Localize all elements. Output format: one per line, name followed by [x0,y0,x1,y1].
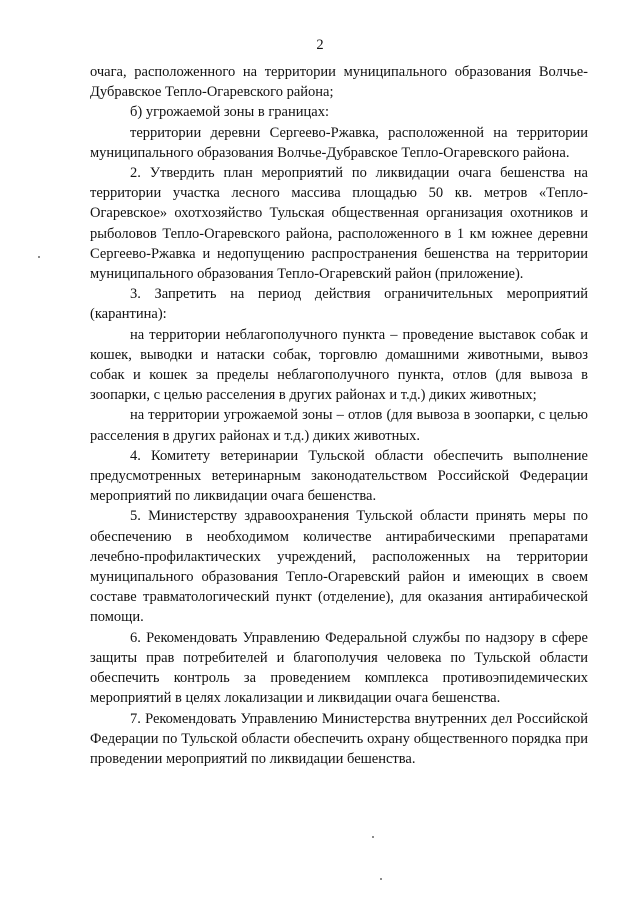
scan-speck [372,836,374,838]
paragraph-item-3-point-1: на территории неблагополучного пункта – проведение выставок собак и кошек, выводки и натаски собак, торговлю домашними животными, вывоз собак и кошек за пределы неблагополучного пункта, отлов (для вывоза в зоопарки, с целью расселения в других районах и т.д.) диких животных; [90,326,588,404]
paragraph-village-territory: территории деревни Сергеево-Ржавка, расположенной на территории муниципального образования Волчье-Дубравское Тепло-Огаревского района. [90,124,588,161]
paragraph-item-4: 4. Комитету ветеринарии Тульской области обеспечить выполнение предусмотренных ветеринарным законодательством Российской Федерации мероприятий по ликвидации очага бешенства. [90,447,588,505]
paragraph-item-5: 5. Министерству здравоохранения Тульской области принять меры по обеспечению в необходимом количестве антирабическими препаратами лечебно-профилактических учреждений, расположенных на территории муниципального образования Тепло-Огаревский район и имеющих в своем составе травматологический пункт (отделение), для оказания антирабической помощи. [90,508,588,626]
paragraph-item-6: 6. Рекомендовать Управлению Федеральной службы по надзору в сфере защиты прав потребителей и благополучия человека по Тульской области обеспечить контроль за проведением комплекса противоэпидемических мероприятий в целях локализации и ликвидации очага бешенства. [90,629,588,707]
paragraph-item-2: 2. Утвердить план мероприятий по ликвидации очага бешенства на территории участка лесного массива площадью 50 кв. метров «Тепло-Огаревское» охотхозяйство Тульская общественная организация охотников и рыболовов Тепло-Огаревского района, расположенного в 1 км южнее деревни Сергеево-Ржавка и недопущению распространения бешенства на территории муниципального образования Тепло-Огаревский район (приложение). [90,165,588,283]
document-body [90,62,588,769]
paragraph-item-3-point-2: на территории угрожаемой зоны – отлов (для вывоза в зоопарки, с целью расселения в других районах и т.д.) диких животных. [90,407,588,444]
paragraph-continuation: очага, расположенного на территории муниципального образования Волчье-Дубравское Тепло-Огаревского района; [90,64,588,101]
paragraph-threatened-zone: б) угрожаемой зоны в границах: [130,104,329,121]
paragraph-item-3: 3. Запретить на период действия ограничительных мероприятий (карантина): [90,286,588,323]
page-number: 2 [316,37,324,53]
scan-speck [38,256,40,258]
scan-speck [380,878,382,880]
paragraph-item-7: 7. Рекомендовать Управлению Министерства внутренних дел Российской Федерации по Тульской области обеспечить охрану общественного порядка при проведении мероприятий по ликвидации бешенства. [90,710,588,767]
